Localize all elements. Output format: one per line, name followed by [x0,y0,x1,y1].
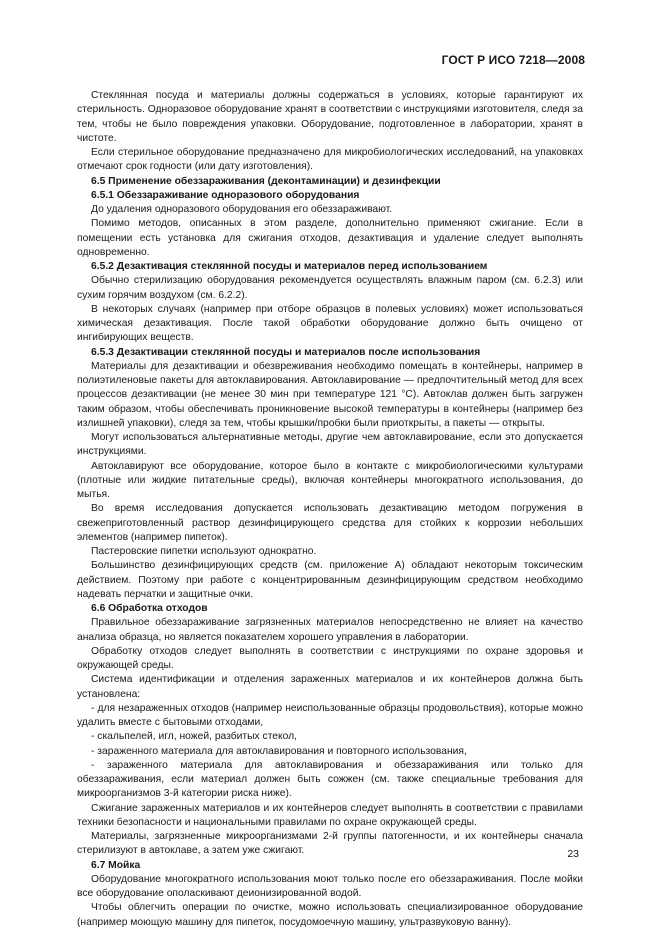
paragraph: Система идентификации и отделения зараженных материалов и их контейнеров должна быть установлена: [77,674,583,700]
paragraph: Помимо методов, описанных в этом разделе, дополнительно применяют сжигание. Если в помещении есть установка для сжигания отходов, дезактивация и удаление следует выполнять одновременно. [77,218,583,258]
paragraph: Могут использоваться альтернативные методы, другие чем автоклавирование, если это допускается инструкциями. [77,432,583,458]
paragraph: Если стерильное оборудование предназначено для микробиологических исследований, на упаковках отмечают срок годности (или дату изготовления). [77,147,583,173]
paragraph: Оборудование многократного использования моют только после его обеззараживания. После мойки все оборудование ополаскивают деионизированной водой. [77,873,583,899]
section-heading: 6.5 Применение обеззараживания (деконтаминации) и дезинфекции [91,175,441,187]
standard-header: ГОСТ Р ИСО 7218—2008 [441,53,585,67]
paragraph: Обработку отходов следует выполнять в соответствии с инструкциями по охране здоровья и окружающей среды. [77,645,583,671]
page-number: 23 [567,848,579,860]
paragraph: Обычно стерилизацию оборудования рекомендуется осуществлять влажным паром (см. 6.2.3) или сухим горячим воздухом (см. 6.2.2). [77,275,583,301]
paragraph: Большинство дезинфицирующих средств (см. приложение А) обладают некоторым токсическим действием. Поэтому при работе с концентрированным дезинфицирующим средством необходимо надевать перчатки и защитные очки. [77,560,583,600]
subsection-heading: 6.5.3 Дезактивации стеклянной посуды и материалов после использования [91,346,481,358]
paragraph: Материалы, загрязненные микроорганизмами 2-й группы патогенности, и их контейнеры сначала стерилизуют в автоклаве, а затем уже сжигают. [77,831,583,857]
paragraph: Автоклавируют все оборудование, которое было в контакте с микробиологическими культурами (плотные или жидкие питательные среды), включая контейнеры многократного использования, до мытья. [77,460,583,500]
paragraph: Материалы для дезактивации и обезвреживания необходимо помещать в контейнеры, например в полиэтиленовые пакеты для автоклавирования. Автоклавирование — предпочтительный метод для всех процессов дезактивации (не менее 30 мин при температуре 121 °С). Автоклав должен быть загружен таким образом, чтобы обеспечивать проникновение высокой температуры в контейнеры (например без излишней упаковки), следя за тем, чтобы крышки/пробки были приоткрыты, а пакеты — открыты. [77,360,583,429]
subsection-heading: 6.5.1 Обеззараживание одноразового оборудования [91,189,360,201]
subsection-heading: 6.5.2 Дезактивация стеклянной посуды и материалов перед использованием [91,261,488,272]
paragraph: В некоторых случаях (например при отборе образцов в полевых условиях) может использоваться химическая дезактивация. После такой обработки оборудование должно быть очищено от ингибирующих веществ. [77,303,583,344]
list-item: - зараженного материала для автоклавирования и повторного использования, [91,745,467,757]
list-item: - для незараженных отходов (например неиспользованные образцы продовольствия), которые можно удалить вместе с бытовыми отходами, [77,702,583,728]
document-body [77,89,583,930]
section-heading: 6.7 Мойка [91,859,141,871]
list-item: - скальпелей, игл, ножей, разбитых стекол, [91,731,298,743]
paragraph: До удаления одноразового оборудования его обеззараживают. [91,204,393,215]
paragraph: Во время исследования допускается использовать дезактивацию методом погружения в свежеприготовленный раствор дезинфицирующего средства для стойких к коррозии небольших элементов (например пипеток). [77,503,583,543]
paragraph: Пастеровские пипетки используют однократно. [91,546,317,557]
paragraph: Правильное обеззараживание загрязненных материалов непосредственно не влияет на качество анализа образца, но является показателем хорошего управления в лаборатории. [77,617,583,643]
paragraph: Чтобы облегчить операции по очистке, можно использовать специализированное оборудование (например моющую машину для пипеток, посудомоечную машину, ультразвуковую ванну). [77,902,583,928]
section-heading: 6.6 Обработка отходов [91,603,208,614]
paragraph: Стеклянная посуда и материалы должны содержаться в условиях, которые гарантируют их стерильность. Одноразовое оборудование хранят в соответствии с инструкциями изготовителя, следя за тем, чтобы не было повреждения упаковки. Оборудование, подготовленное в лаборатории, хранят в чистоте. [77,90,583,144]
list-item: - зараженного материала для автоклавирования и обеззараживания или только для обеззараживания, если материал должен быть сожжен (см. также специальные требования для микроорганизмов 3-й категории риска ниже). [77,759,583,800]
paragraph: Сжигание зараженных материалов и их контейнеров следует выполнять в соответствии с правилами техники безопасности и национальными правилами по охране окружающей среды. [77,802,583,828]
